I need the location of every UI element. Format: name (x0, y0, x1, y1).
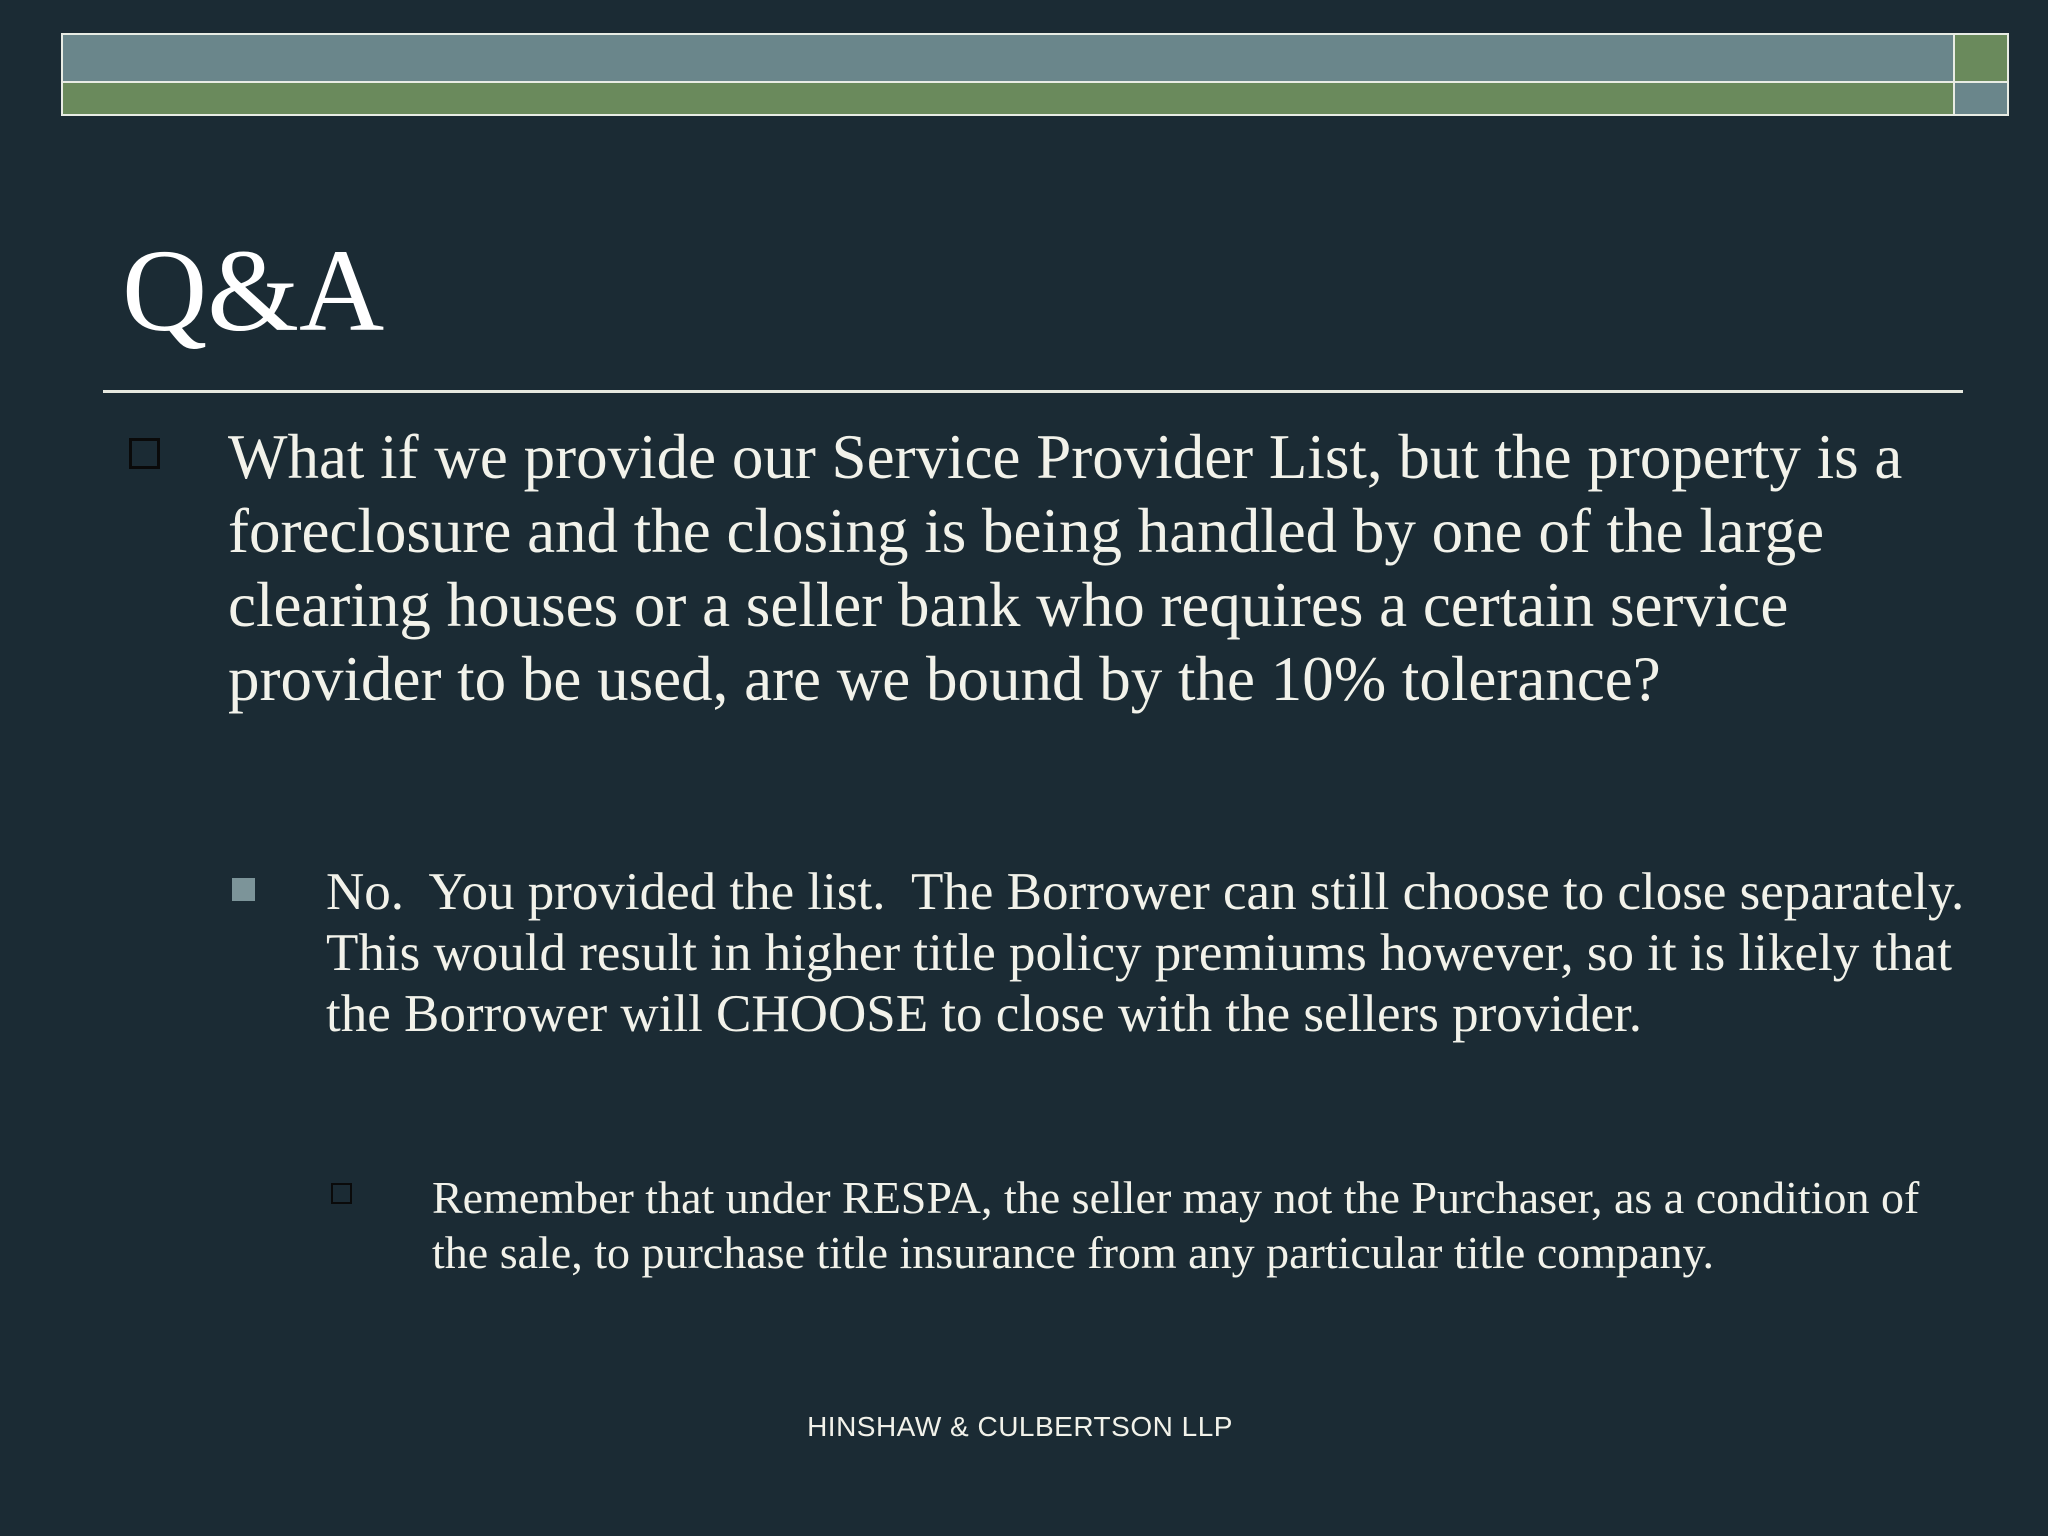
answer-text: No. You provided the list. The Borrower can still choose to close separately. This would result in higher title policy premiums however, so it is likely that the Borrower will CHOOSE to close with the sellers provider. (326, 863, 1990, 1043)
decorative-header-bar (61, 33, 2009, 116)
header-bar-blue (61, 33, 1955, 83)
hollow-square-icon (331, 1183, 352, 1204)
note-text: Remember that under RESPA, the seller may not the Purchaser, as a condition of the sale, to purchase title insurance from any particular title company. (432, 1172, 1920, 1278)
filled-square-icon (232, 878, 255, 901)
question-text: What if we provide our Service Provider List, but the property is a foreclosure and the closing is being handled by one of the large clearing houses or a seller bank who requires a certain service provider to be used, are we bound by the 10% tolerance? (228, 422, 1903, 714)
header-corner-blue (1953, 83, 2009, 116)
header-bar-green (61, 83, 1955, 116)
header-corner-green (1953, 33, 2009, 83)
slide-title: Q&A (122, 225, 385, 356)
footer-firm-name: HINSHAW & CULBERTSON LLP (807, 1411, 1233, 1442)
title-divider (103, 390, 1963, 393)
hollow-square-icon (129, 438, 160, 469)
